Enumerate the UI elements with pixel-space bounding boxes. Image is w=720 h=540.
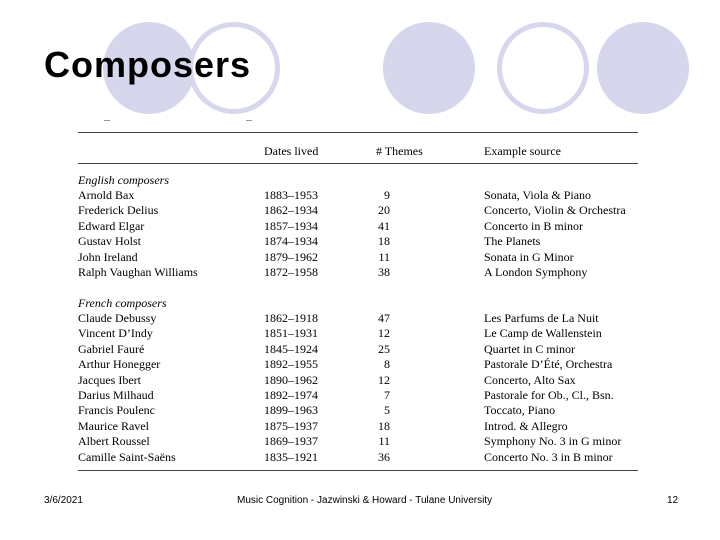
page-number: 12 (667, 495, 679, 506)
dates-lived: 1874–1934 (264, 234, 318, 249)
table-row (78, 188, 638, 203)
example-source: Pastorale for Ob., Cl., Bsn. (484, 388, 614, 402)
table-row (78, 419, 638, 434)
decorative-circle (597, 22, 689, 114)
example-source: Concerto, Violin & Orchestra (484, 203, 626, 218)
composer-name: Gabriel Fauré (78, 341, 145, 356)
footer-source: Music Cognition - Jazwinski & Howard - Tulane University (237, 495, 493, 506)
table-row (78, 434, 638, 449)
composer-name: Maurice Ravel (78, 418, 149, 433)
dates-lived: 1851–1931 (264, 326, 318, 341)
theme-count: 38 (378, 265, 390, 279)
theme-count: 18 (378, 418, 390, 433)
composer-name: Albert Roussel (78, 434, 150, 449)
theme-count: 9 (384, 188, 390, 202)
dates-lived: 1892–1974 (264, 388, 318, 402)
section-heading: French composers (78, 296, 167, 310)
theme-count: 20 (378, 203, 390, 218)
table-border-fragment (246, 120, 252, 127)
table-row (78, 265, 638, 280)
example-source: Sonata, Viola & Piano (484, 188, 592, 202)
table-row (78, 373, 638, 388)
theme-count: 11 (378, 434, 390, 449)
header-rule (78, 163, 638, 164)
dates-lived: 1883–1953 (264, 188, 318, 202)
table-row (78, 326, 638, 341)
table-row (78, 219, 638, 234)
composer-name: Arthur Honegger (78, 357, 161, 372)
footer-date: 3/6/2021 (44, 495, 83, 506)
decorative-circle (497, 22, 589, 114)
example-source: A London Symphony (484, 265, 588, 279)
composer-name: Ralph Vaughan Williams (78, 265, 198, 279)
section-heading: English composers (78, 173, 169, 187)
theme-count: 7 (384, 388, 390, 402)
dates-lived: 1857–1934 (264, 218, 318, 233)
slide-title: Composers (44, 44, 252, 85)
table-row (78, 450, 638, 465)
table-bottom-rule (78, 470, 638, 471)
column-header-source: Example source (484, 144, 561, 158)
table-row (78, 357, 638, 372)
composer-name: Darius Milhaud (78, 388, 154, 402)
composer-name: Arnold Bax (78, 188, 135, 202)
example-source: Pastorale D’Été, Orchestra (484, 357, 613, 372)
example-source: The Planets (484, 234, 541, 249)
composer-name: Gustav Holst (78, 234, 141, 249)
dates-lived: 1835–1921 (264, 449, 318, 464)
example-source: Le Camp de Wallenstein (484, 326, 602, 341)
example-source: Toccato, Piano (484, 403, 556, 418)
theme-count: 18 (378, 234, 390, 249)
composer-name: Camille Saint-Saëns (78, 449, 176, 464)
column-header-dates: Dates lived (264, 144, 319, 158)
composer-name: Claude Debussy (78, 311, 157, 325)
dates-lived: 1862–1918 (264, 311, 318, 325)
theme-count: 12 (378, 326, 390, 341)
example-source: Concerto No. 3 in B minor (484, 449, 613, 464)
dates-lived: 1879–1962 (264, 249, 318, 264)
composers-table (78, 120, 640, 472)
theme-count: 5 (384, 403, 390, 418)
decorative-circle (383, 22, 475, 114)
dates-lived: 1890–1962 (264, 372, 318, 387)
dates-lived: 1862–1934 (264, 203, 318, 218)
dates-lived: 1892–1955 (264, 357, 318, 372)
dates-lived: 1872–1958 (264, 265, 318, 279)
composer-name: Jacques Ibert (78, 372, 141, 387)
dates-lived: 1875–1937 (264, 418, 318, 433)
theme-count: 12 (378, 372, 390, 387)
table-row (78, 250, 638, 265)
theme-count: 47 (378, 311, 390, 325)
table-row (78, 311, 638, 326)
theme-count: 25 (378, 341, 390, 356)
theme-count: 8 (384, 357, 390, 372)
table-row (78, 342, 638, 357)
composer-name: Vincent D’Indy (78, 326, 153, 341)
example-source: Concerto, Alto Sax (484, 372, 576, 387)
composer-name: Francis Poulenc (78, 403, 155, 418)
table-border-fragment (104, 120, 110, 127)
dates-lived: 1899–1963 (264, 403, 318, 418)
theme-count: 41 (378, 218, 390, 233)
composer-name: John Ireland (78, 249, 138, 264)
composer-name: Frederick Delius (78, 203, 159, 218)
composer-name: Edward Elgar (78, 218, 145, 233)
example-source: Quartet in C minor (484, 341, 575, 356)
example-source: Introd. & Allegro (484, 418, 568, 433)
table-row (78, 403, 638, 418)
table-row (78, 234, 638, 249)
table-top-rule (78, 132, 638, 133)
example-source: Symphony No. 3 in G minor (484, 434, 622, 449)
dates-lived: 1869–1937 (264, 434, 318, 449)
dates-lived: 1845–1924 (264, 341, 318, 356)
table-row (78, 388, 638, 403)
table-row (78, 203, 638, 218)
column-header-themes: # Themes (376, 144, 423, 158)
example-source: Concerto in B minor (484, 218, 583, 233)
example-source: Les Parfums de La Nuit (484, 311, 599, 325)
example-source: Sonata in G Minor (484, 249, 574, 264)
theme-count: 36 (378, 449, 390, 464)
theme-count: 11 (378, 249, 390, 264)
